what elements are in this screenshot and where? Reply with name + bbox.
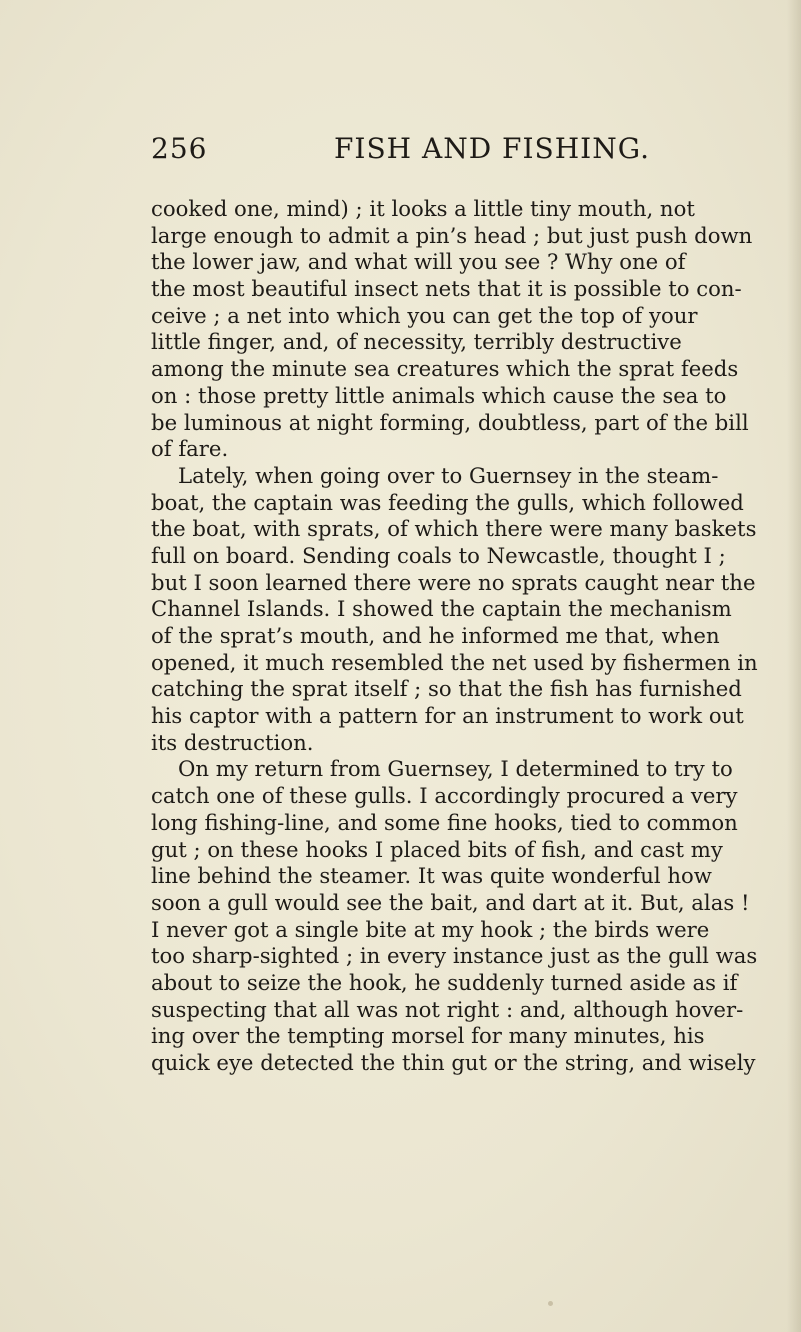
text-line: cooked one, mind) ; it looks a little tiny mouth, not: [151, 196, 695, 221]
text-line: of fare.: [151, 436, 229, 462]
text-line: quick eye detected the thin gut or the string, and wisely: [151, 1050, 756, 1075]
text-line: be luminous at night forming, doubtless, part of the bill: [151, 409, 749, 435]
paper-speck: [548, 1301, 553, 1306]
text-line: too sharp-sighted ; in every instance just as the gull was: [151, 943, 758, 969]
text-line: opened, it much resembled the net used by fishermen in: [151, 649, 758, 675]
text-line: long fishing-line, and some fine hooks, tied to common: [151, 809, 738, 835]
text-line: among the minute sea creatures which the sprat feeds: [151, 356, 739, 382]
text-line: gut ; on these hooks I placed bits of fish, and cast my: [151, 836, 723, 862]
text-line: ing over the tempting morsel for many minutes, his: [151, 1023, 705, 1049]
text-line: ceive ; a net into which you can get the top of your: [151, 302, 698, 328]
text-line: large enough to admit a pin’s head ; but just push down: [151, 222, 753, 248]
text-line: about to seize the hook, he suddenly turned aside as if: [151, 969, 738, 995]
page-number: 256: [151, 132, 208, 165]
paragraph-start-line: Lately, when going over to Guernsey in the steam-: [178, 462, 719, 488]
text-line: his captor with a pattern for an instrument to work out: [151, 703, 744, 729]
text-line: little finger, and, of necessity, terribly destructive: [151, 329, 682, 355]
text-line: the lower jaw, and what will you see ? Why one of: [151, 249, 686, 275]
text-line: I never got a single bite at my hook ; the birds were: [151, 916, 710, 942]
body-text: [151, 196, 758, 1077]
text-line: suspecting that all was not right : and, although hover-: [151, 996, 744, 1022]
text-line: soon a gull would see the bait, and dart at it. But, alas !: [151, 889, 750, 915]
page-header: [151, 132, 651, 172]
page-edge-shadow: [787, 0, 801, 1332]
text-line: its destruction.: [151, 729, 314, 755]
text-line: boat, the captain was feeding the gulls, which followed: [151, 489, 744, 515]
text-line: Channel Islands. I showed the captain the mechanism: [151, 596, 732, 622]
paragraph-start-line: On my return from Guernsey, I determined to try to: [178, 756, 733, 782]
text-line: catching the sprat itself ; so that the fish has furnished: [151, 676, 742, 702]
text-line: full on board. Sending coals to Newcastle, thought I ;: [151, 542, 726, 568]
text-line: the boat, with sprats, of which there were many baskets: [151, 516, 757, 542]
text-line: the most beautiful insect nets that it is possible to con-: [151, 276, 742, 302]
text-line: line behind the steamer. It was quite wonderful how: [151, 863, 712, 889]
text-line: on : those pretty little animals which cause the sea to: [151, 382, 727, 408]
text-line: catch one of these gulls. I accordingly procured a very: [151, 783, 738, 809]
running-head: FISH AND FISHING.: [334, 132, 650, 165]
text-line: but I soon learned there were no sprats caught near the: [151, 569, 756, 595]
text-line: of the sprat’s mouth, and he informed me that, when: [151, 623, 720, 648]
